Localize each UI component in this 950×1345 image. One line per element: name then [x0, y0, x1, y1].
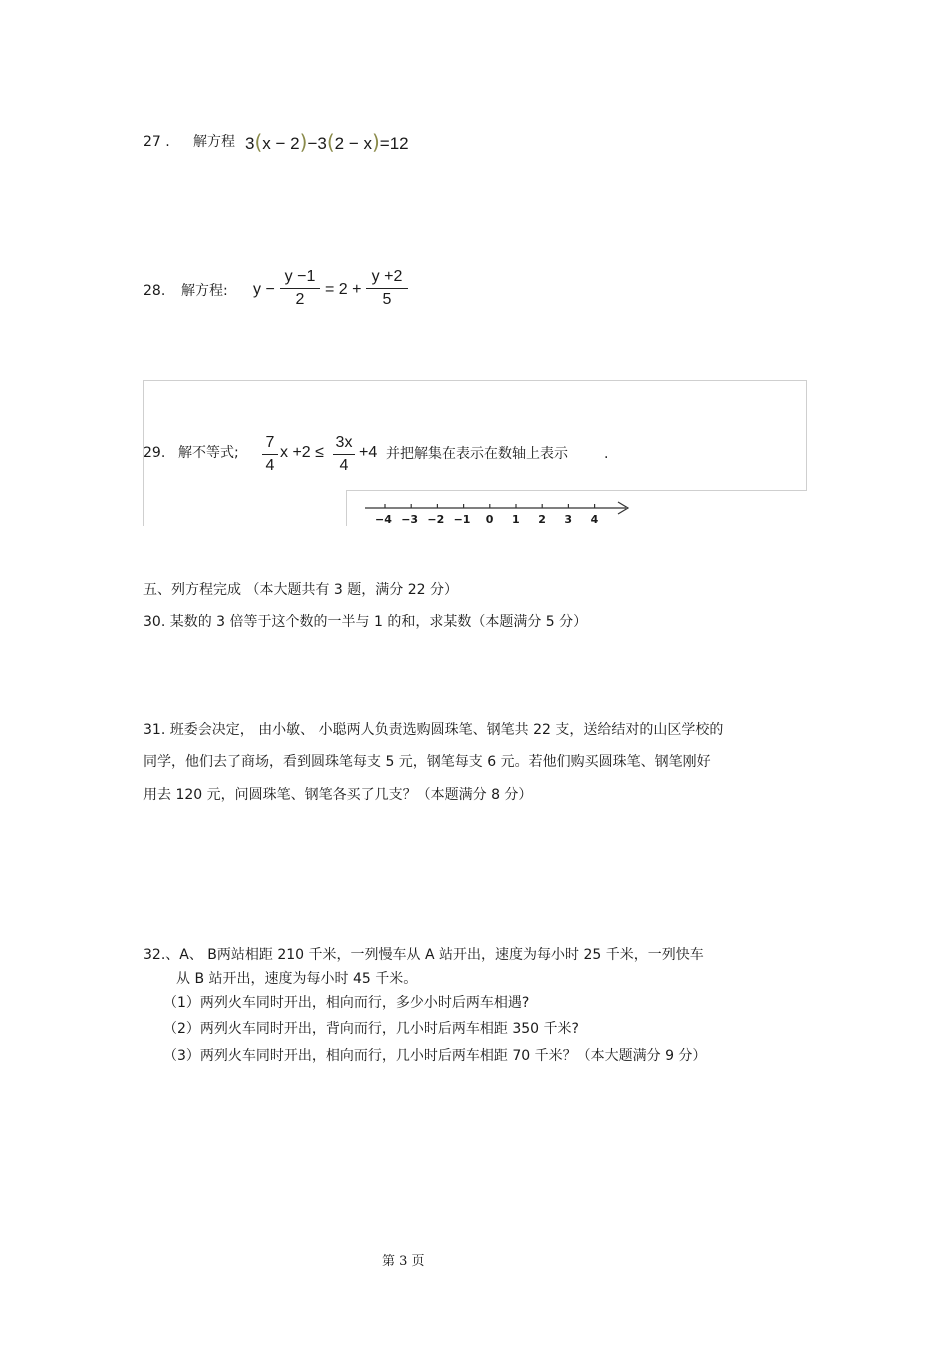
q29-mid: x +2 ≤ — [280, 444, 324, 461]
page-footer: 第 3 页 — [382, 1254, 425, 1269]
q32-sub-2: （2）两列火车同时开出，背向而行，几小时后两车相距 350 千米? — [163, 1021, 579, 1037]
q27-mid: −3 — [307, 134, 327, 153]
q27-number: 27 . — [143, 134, 170, 150]
q29-box-top — [143, 380, 807, 381]
q29-box-right — [806, 380, 807, 491]
q30-text: 30. 某数的 3 倍等于这个数的一半与 1 的和，求某数（本题满分 5 分） — [143, 614, 588, 630]
q32-line-2: 从 B 站开出，速度为每小时 45 千米。 — [176, 971, 418, 987]
q28-f1-numerator: y −1 — [284, 268, 316, 285]
q27-label: 解方程 — [193, 134, 235, 150]
q27-rhs: =12 — [379, 134, 409, 153]
q29-tail: +4 — [359, 444, 378, 461]
q28-fraction-2 — [366, 266, 408, 311]
q32-sub-3: （3）两列火车同时开出，相向而行，几小时后两车相距 70 千米？（本大题满分 9 分） — [163, 1048, 707, 1064]
q27-term1: x − 2 — [262, 134, 300, 153]
axis-label: −4 — [375, 513, 392, 526]
q28-mid: = 2 + — [325, 281, 362, 298]
q31-line-1: 31. 班委会决定， 由小敏、 小聪两人负责选购圆珠笔、钢笔共 22 支，送给结对的山区学校的 — [143, 722, 724, 738]
q29-f1-denominator: 4 — [265, 457, 275, 474]
q28-f2-denominator: 5 — [382, 291, 392, 308]
axis-label: 0 — [485, 513, 494, 526]
q27-equation: 3(x − 2)−3(2 − x)=12 — [245, 130, 409, 154]
q29-f2-denominator: 4 — [339, 457, 349, 474]
axis-label: 2 — [538, 513, 546, 526]
q29-label: 解不等式; — [178, 445, 239, 461]
axis-label: 3 — [564, 513, 573, 526]
axis-label: −3 — [401, 513, 419, 526]
q29-fraction-1 — [262, 432, 278, 477]
axis-label: −1 — [453, 513, 471, 526]
q32-line-1: 32.、A、 B两站相距 210 千米，一列慢车从 A 站开出，速度为每小时 25 千米，一列快车 — [143, 947, 704, 963]
q31-line-3: 用去 120 元，问圆珠笔、钢笔各买了几支？（本题满分 8 分） — [143, 787, 533, 803]
axis-label: −2 — [427, 513, 445, 526]
q29-box-inner — [346, 490, 347, 526]
q28-fraction-1 — [280, 266, 320, 311]
q29-dot: . — [604, 446, 609, 462]
q31-line-2: 同学，他们去了商场，看到圆珠笔每支 5 元，钢笔每支 6 元。若他们购买圆珠笔、钢笔刚好 — [143, 754, 711, 770]
q28-y: y − — [253, 281, 275, 298]
q29-fraction-2 — [333, 432, 355, 477]
q29-number: 29. — [143, 445, 166, 461]
q29-f1-numerator: 7 — [265, 434, 275, 451]
section-5-heading: 五、列方程完成 （本大题共有 3 题，满分 22 分） — [143, 582, 458, 598]
q29-text: 并把解集在表示在数轴上表示 — [386, 446, 568, 462]
axis-label: 1 — [512, 513, 520, 526]
q28-number: 28. — [143, 283, 166, 299]
q28-f1-denominator: 2 — [295, 291, 305, 308]
q28-label: 解方程: — [181, 283, 228, 299]
q27-coef: 3 — [245, 134, 255, 153]
q29-f2-numerator: 3x — [335, 434, 353, 451]
q27-term2: 2 − x — [334, 134, 372, 153]
q32-sub-1: （1）两列火车同时开出，相向而行，多少小时后两车相遇? — [163, 995, 530, 1011]
q28-f2-numerator: y +2 — [371, 268, 403, 285]
q29-box-bottom — [346, 490, 807, 491]
axis-label: 4 — [590, 513, 599, 526]
